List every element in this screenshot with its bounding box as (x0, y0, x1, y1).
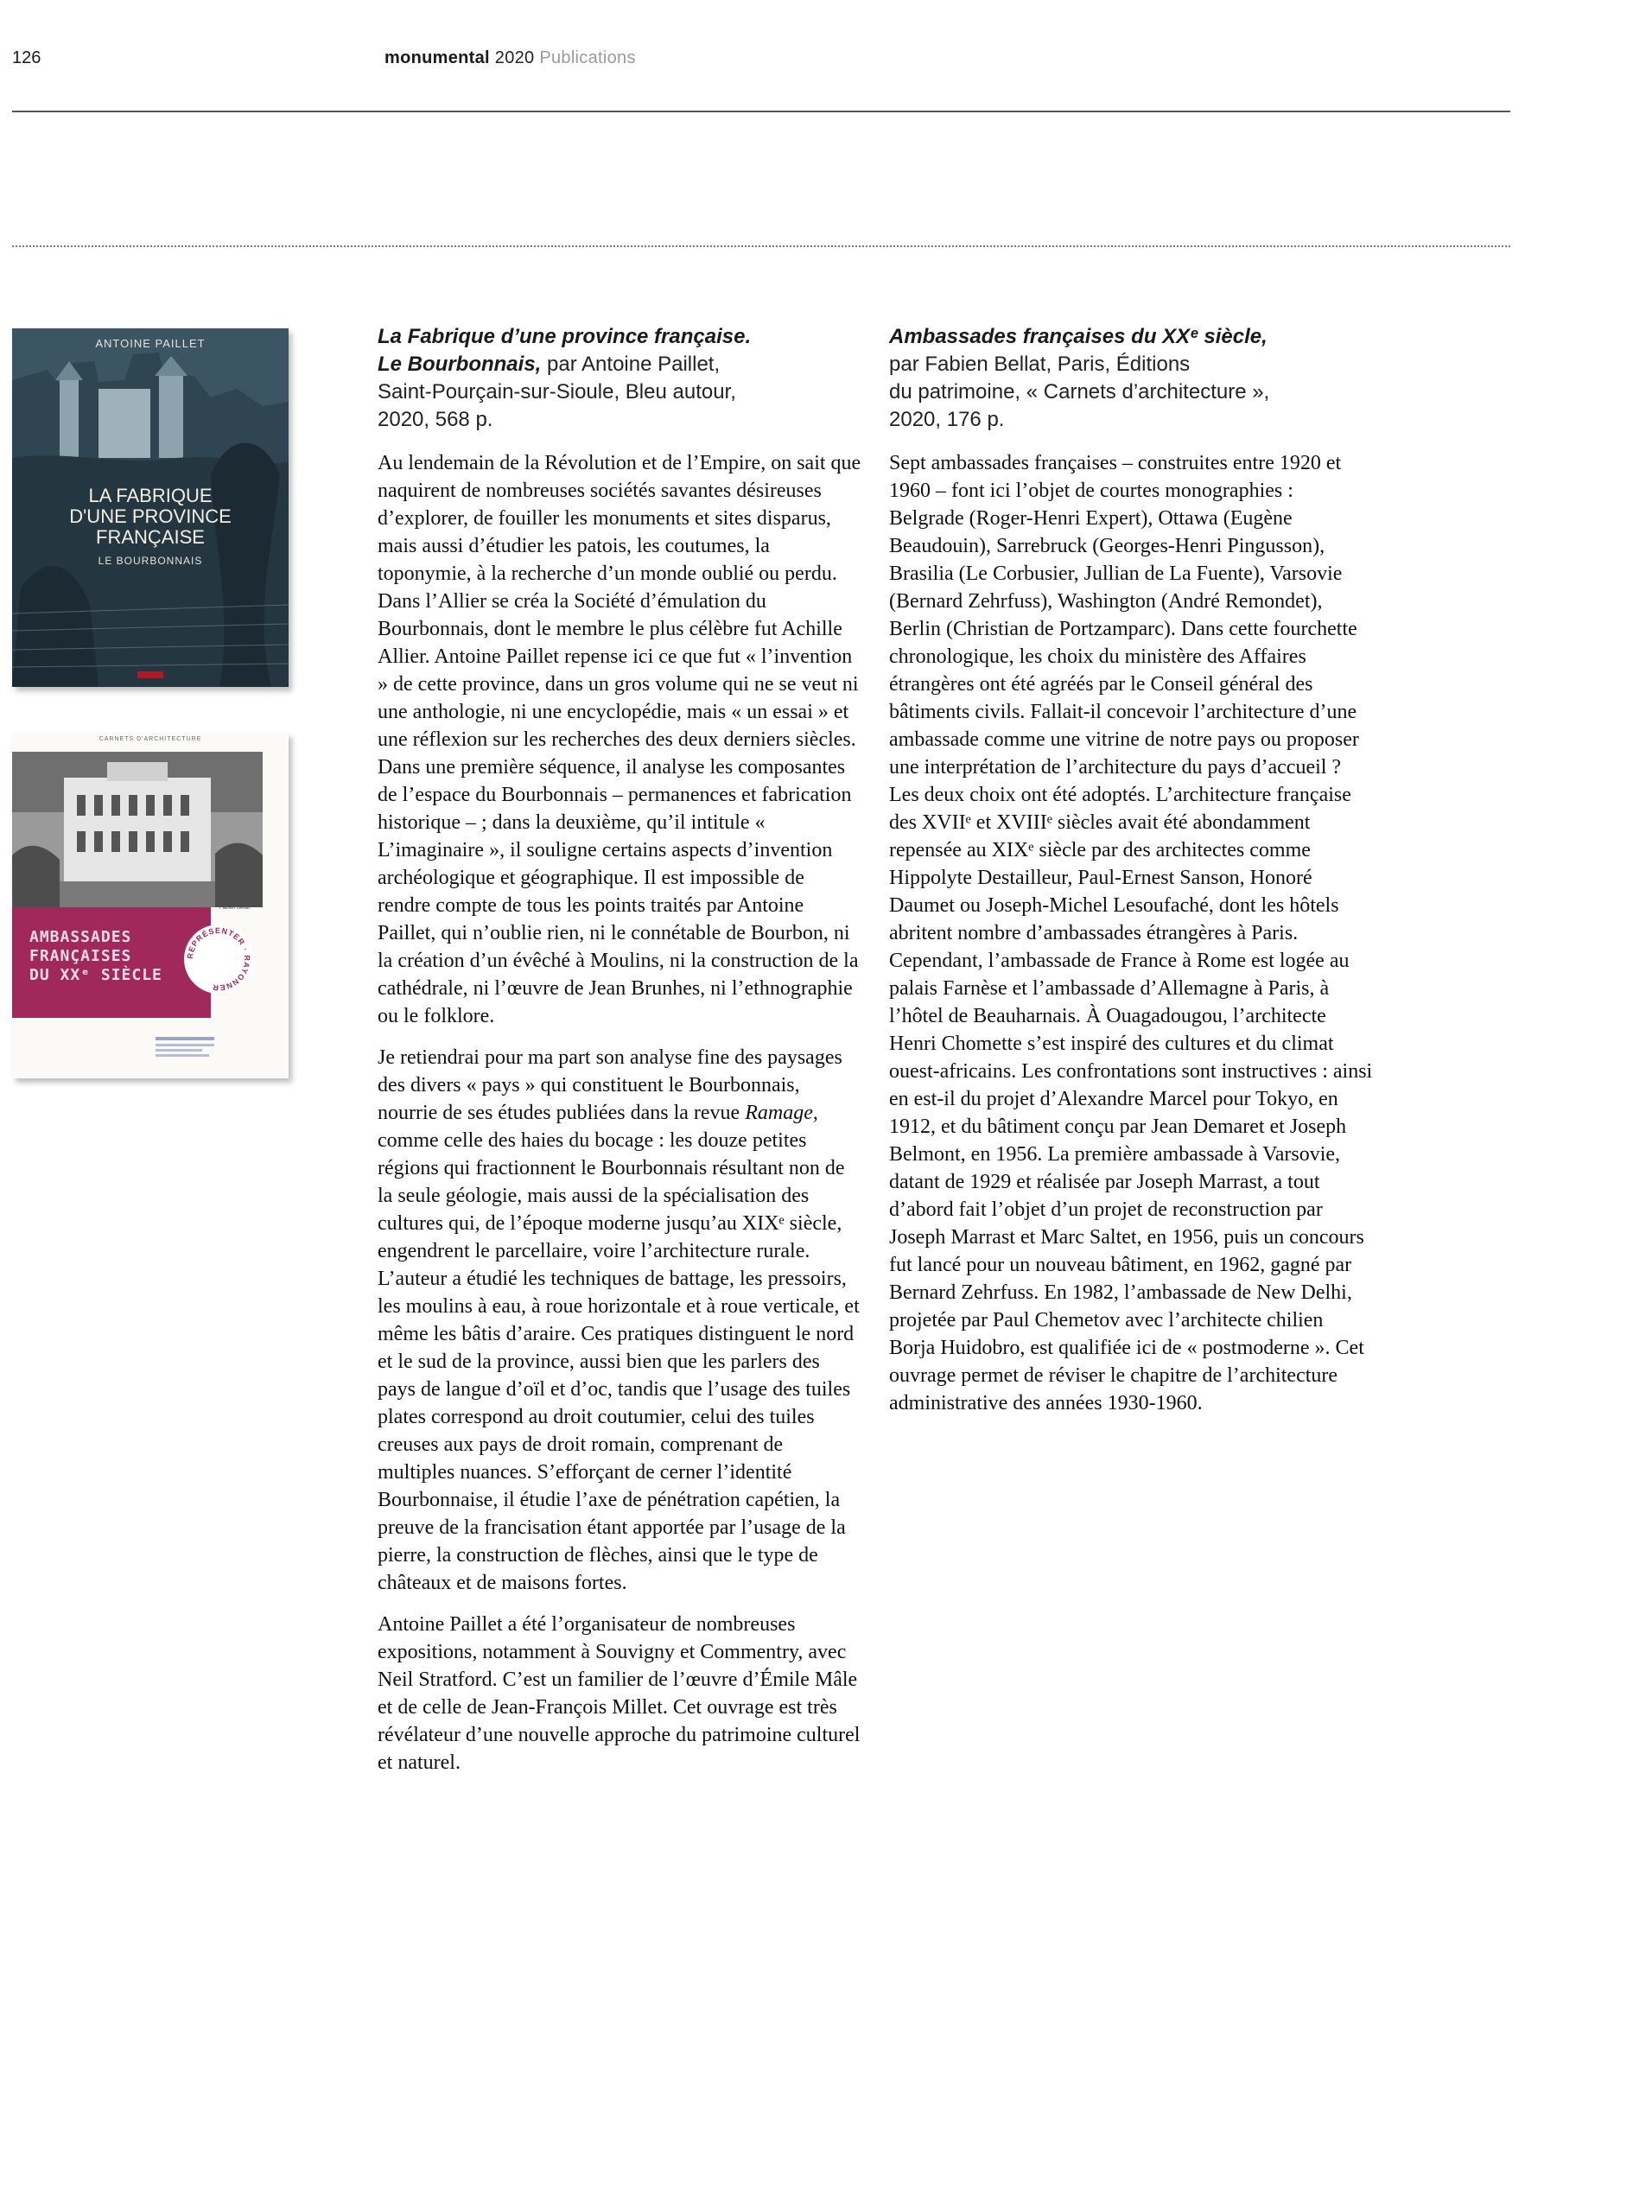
review-pages: 2020, 568 p. (378, 408, 493, 431)
review-pages: 2020, 176 p. (889, 408, 1005, 431)
cover-title-line: D'UNE PROVINCE (69, 505, 232, 527)
book-cover-fabrique (12, 328, 289, 687)
review-ambassades (889, 323, 1373, 1431)
review-header (378, 323, 861, 434)
cover-title (12, 486, 289, 548)
review-publisher: Saint-Pourçain-sur-Sioule, Bleu autour, (378, 380, 736, 404)
review-header (889, 323, 1373, 434)
cover-title-line: FRANÇAISES (29, 947, 132, 965)
review-publisher: du patrimoine, « Carnets d’architecture », (889, 380, 1270, 404)
review-fabrique (378, 323, 861, 1790)
page-number: 126 (12, 48, 41, 67)
body-paragraph: Sept ambassades françaises – construites entre 1920 et 1960 – font ici l’objet de courtes monographies : Belgrade (Roger-Henri Expert), Ottawa (Eugène Beaudouin), Sarrebruck (Georges-Henri Pingusson), Brasilia (Le Corbusier, Jullian de La Fuente), Varsovie (Bernard Zehrfuss), Washington (André Remondet), Berlin (Christian de Portzamparc). Dans cette fourchette chronologique, les choix du ministère des Affaires étrangères ont été agréés par le Conseil général des bâtiments civils. Fallait-il concevoir l’architecture d’une ambassade comme une vitrine de notre pays ou proposer une interprétation de l’architecture du pays d’accueil ? Les deux choix ont été adoptés. L’architecture française des XVIIᵉ et XVIIIᵉ siècles avait été abondamment repensée au XIXᵉ siècle par des architectes comme Hippolyte Destailleur, Paul-Ernest Sanson, Honoré Daumet ou Joseph-Michel Lesoufaché, dont les hôtels abritent nombre d’ambassades étrangères à Paris. Cependant, l’ambassade de France à Rome est logée au palais Farnèse et l’ambassade d’Allemagne à Paris, à l’hôtel de Beauharnais. À Ouagadougou, l’architecte Henri Chomette s’est inspiré des cultures et du climat ouest-africains. Les confrontations sont instructives : ainsi en est-il du projet d’Alexandre Marcel pour Tokyo, en 1912, et du bâtiment conçu par Jean Demaret et Joseph Belmont, en 1956. La première ambassade à Varsovie, datant de 1929 et réalisée par Joseph Marrast, a tout d’abord fait l’objet d’un projet de reconstruction par Joseph Marrast et Marc Saltet, en 1956, puis un concours fut lancé pour un nouveau bâtiment, en 1962, gagné par Bernard Zehrfuss. En 1982, l’ambassade de New Delhi, projetée par Paul Chemetov avec l’architecte chilien Borja Huidobro, est qualifiée ici de « postmoderne ». Cet ouvrage permet de réviser le chapitre de l’architecture administrative des années 1930-1960. (889, 452, 1373, 1414)
review-body (889, 449, 1373, 1417)
badge-stamp (182, 923, 255, 995)
cover-title-line: DU XXᵉ SIÈCLE (29, 966, 162, 984)
book-cover-ambassades (12, 733, 289, 1078)
cover-subtitle: LE BOURBONNAIS (98, 555, 203, 567)
cover-title-line: LA FABRIQUE (88, 485, 213, 506)
journal-name: Ramage (745, 1102, 813, 1124)
review-author: par Antoine Paillet, (541, 353, 721, 376)
review-title: La Fabrique d’une province française. (378, 325, 752, 348)
embassy-photo (12, 752, 263, 907)
review-body (378, 449, 861, 1777)
magazine-name: monumental (384, 48, 490, 67)
publisher-tag (137, 671, 163, 678)
cover-title (29, 928, 162, 985)
badge-text: REPRÉSENTER · RAYONNER (185, 925, 252, 993)
running-header (384, 48, 636, 68)
body-paragraph: Antoine Paillet a été l’organisateur de nombreuses expositions, notamment à Souvigny et Commentry, avec Neil Stratford. C’est un familier de l’œuvre d’Émile Mâle et de celle de Jean-François Millet. Cet ouvrage est très révélateur d’une nouvelle approche du patrimoine culturel et naturel. (378, 1613, 861, 1774)
body-paragraph: Au lendemain de la Révolution et de l’Empire, on sait que naquirent de nombreuses sociétés savantes désireuses d’explorer, de fouiller les monuments et sites disparus, mais aussi d’étudier les patois, les coutumes, la toponymie, à la recherche d’un monde oublié ou perdu. Dans l’Allier se créa la Société d’émulation du Bourbonnais, dont le membre le plus célèbre fut Achille Allier. Antoine Paillet repense ici ce que fut « l’invention » de cette province, dans un gros volume qui ne se veut ni une anthologie, ni une encyclopédie, mais « un essai » et une réflexion sur les recherches des deux derniers siècles. Dans une première séquence, il analyse les composantes de l’espace du Bourbonnais – permanences et fabrication historique – ; dans la deuxième, qu’il intitule « L’imaginaire », il souligne certains aspects d’invention archéologique et géographique. Il est impossible de rendre compte de tous les points traités par Antoine Paillet, qui n’oublie rien, ni le connétable de Bourbon, ni la création d’un évêché à Moulins, ni la construction de la cathédrale, ni l’œuvre de Jean Brunhes, ni l’ethnographie ou le folklore. (378, 452, 861, 1027)
review-title: Ambassades françaises du XXᵉ siècle, (889, 325, 1268, 348)
header-rule (12, 111, 1510, 112)
review-author: par Fabien Bellat, Paris, Éditions (889, 353, 1191, 376)
body-paragraph (378, 1044, 861, 1597)
cover-author: ANTOINE PAILLET (95, 337, 206, 350)
dotted-divider (12, 245, 1510, 247)
cover-series: CARNETS D'ARCHITECTURE (98, 736, 202, 742)
cover-author: Fabien Bellat (219, 906, 251, 911)
publisher-logo (156, 1037, 214, 1058)
text-run: Je retiendrai pour ma part son analyse fine des paysages des divers « pays » qui constituent le Bourbonnais, nourrie de ses études publiées dans la revue (378, 1046, 842, 1124)
cover-title-line: FRANÇAISE (96, 526, 205, 548)
review-title-part: Le Bourbonnais, (378, 353, 542, 376)
issue-year: 2020 (494, 48, 535, 67)
text-run: , comme celle des haies du bocage : les douze petites régions qui fractionnent le Bourbonnais résultant non de la seule géologie, mais aussi de la spécialisation des cultures qui, de l’époque moderne jusqu’au XIXᵉ siècle, engendrent le parcellaire, voire l’architecture rurale. L’auteur a étudié les techniques de battage, les pressoirs, les moulins à eau, à roue horizontale et à roue verticale, et même les bâtis d’araire. Ces pratiques distinguent le nord et le sud de la province, aussi bien que les parlers des pays de langue d’oïl et d’oc, tandis que l’usage des tuiles plates correspond au droit coutumier, celui des tuiles creuses aux pays de droit romain, comprenant de multiples nuances. S’efforçant de cerner l’identité Bourbonnaise, il étudie l’axe de pénétration capétien, la preuve de la francisation étant apportée par l’usage de la pierre, la construction de flèches, ainsi que le type de châteaux et de maisons fortes. (378, 1102, 860, 1594)
cover-title-line: AMBASSADES (29, 928, 132, 946)
section-name: Publications (539, 48, 636, 67)
